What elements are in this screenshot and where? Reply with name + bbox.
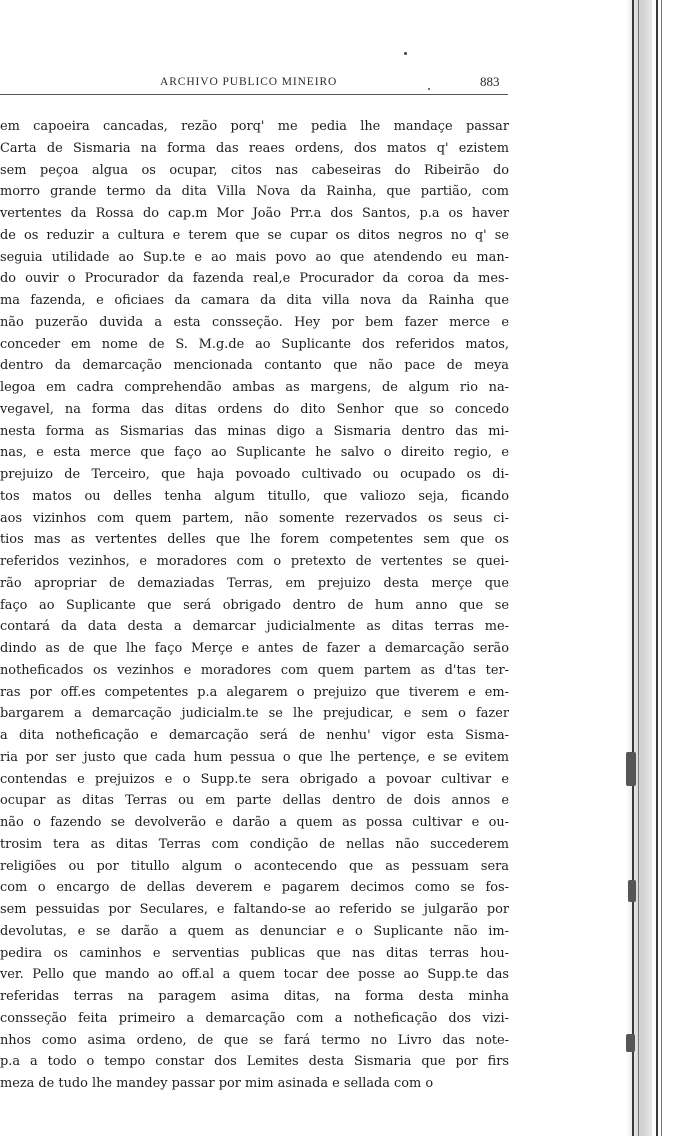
text-line: a dita notheficação e demarcação será de nenhu' vigor esta Sisma- bbox=[0, 728, 509, 743]
text-line: trosim tera as ditas Terras com condição de nellas não succederem bbox=[0, 836, 509, 852]
header-speck bbox=[404, 52, 407, 55]
page-edge-shadow bbox=[626, 0, 652, 1136]
text-line: dindo as de que lhe faço Merçe e antes de fazer a demarcação serão bbox=[0, 641, 509, 656]
text-line: nesta forma as Sismarias das minas digo a Sismaria dentro das mi- bbox=[0, 423, 509, 439]
text-line: conceder em nome de S. M.g.de ao Suplicante dos referidos matos, bbox=[0, 336, 509, 352]
text-line: de os reduzir a cultura e terem que se cupar os ditos negros no q' se bbox=[0, 227, 509, 243]
page-edge-line bbox=[656, 0, 658, 1136]
page-number: 883 bbox=[480, 74, 500, 89]
text-line: bargarem a demarcação judicialm.te se lhe prejudicar, e sem o fazer bbox=[0, 706, 509, 722]
text-line: meza de tudo lhe mandey passar por mim asinada e sellada com o bbox=[0, 1076, 434, 1091]
text-line: dentro da demarcação mencionada contanto que não pace de meya bbox=[0, 358, 509, 374]
text-line: nhos como asima ordeno, de que se fará termo no Livro das note- bbox=[0, 1032, 509, 1048]
text-line: ria por ser justo que cada hum pessua o que lhe pertençe, e se evitem bbox=[0, 749, 509, 765]
page-edge-line bbox=[638, 0, 639, 1136]
text-line: Carta de Sismaria na forma das reaes ordens, dos matos q' ezistem bbox=[0, 140, 509, 156]
text-line: com o encargo de dellas deverem e pagarem decimos como se fos- bbox=[0, 880, 509, 896]
text-line: seguia utilidade ao Sup.te e ao mais povo ao que atendendo eu man- bbox=[0, 249, 509, 265]
scan-smudge bbox=[626, 752, 636, 786]
text-line: religiões ou por titullo algum o acontecendo que as pessuam sera bbox=[0, 858, 509, 874]
text-line: sem peçoa algua os ocupar, citos nas cabeseiras do Ribeirão do bbox=[0, 162, 509, 178]
scan-smudge bbox=[628, 880, 636, 902]
text-line: vertentes da Rossa do cap.m Mor João Prr.a dos Santos, p.a os haver bbox=[0, 206, 509, 221]
header-speck bbox=[428, 88, 430, 90]
body-text bbox=[0, 116, 509, 1116]
text-line: aos vizinhos com quem partem, não somente rezervados os seus ci- bbox=[0, 510, 509, 526]
text-line: vegavel, na forma das ditas ordens do dito Senhor que so concedo bbox=[0, 401, 509, 417]
text-line: legoa em cadra comprehendão ambas as margens, de algum rio na- bbox=[0, 380, 509, 395]
text-line: devolutas, e se darão a quem as denunciar e o Suplicante não im- bbox=[0, 923, 509, 939]
text-line: p.a a todo o tempo constar dos Lemites desta Sismaria que por firs bbox=[0, 1054, 509, 1070]
text-line: ocupar as ditas Terras ou em parte dellas dentro de dois annos e bbox=[0, 793, 509, 809]
text-line: não puzerão duvida a esta consseção. Hey por bem fazer merce e bbox=[0, 314, 509, 330]
text-line: referidos vezinhos, e moradores com o pretexto de vertentes se quei- bbox=[0, 554, 509, 569]
text-line: rão apropriar de demaziadas Terras, em prejuizo desta merçe que bbox=[0, 575, 509, 591]
text-line: ras por off.es competentes p.a alegarem o prejuizo que tiverem e em- bbox=[0, 684, 509, 700]
page-header bbox=[0, 66, 510, 96]
text-line: tos matos ou delles tenha algum titullo, que valiozo seja, ficando bbox=[0, 488, 509, 504]
text-line: notheficados os vezinhos e moradores com quem partem as d'tas ter- bbox=[0, 662, 509, 678]
text-line: prejuizo de Terceiro, que haja povoado cultivado ou ocupado os di- bbox=[0, 467, 509, 482]
text-line: consseção feita primeiro a demarcação com a notheficação dos vizi- bbox=[0, 1010, 509, 1026]
text-line: em capoeira cancadas, rezão porq' me pedia lhe mandaçe passar bbox=[0, 119, 509, 134]
text-line: contará da data desta a demarcar judicialmente as ditas terras me- bbox=[0, 619, 509, 635]
text-line: referidas terras na paragem asima ditas, na forma desta minha bbox=[0, 989, 509, 1004]
text-line: ver. Pello que mando ao off.al a quem tocar dee posse ao Supp.te das bbox=[0, 967, 509, 983]
page-edge-line bbox=[632, 0, 634, 1136]
text-line: sem pessuidas por Seculares, e faltando-se ao referido se julgarão por bbox=[0, 902, 509, 917]
text-line: ma fazenda, e oficiaes da camara da dita villa nova da Rainha que bbox=[0, 293, 509, 308]
text-line: morro grande termo da dita Villa Nova da Rainha, que partião, com bbox=[0, 184, 509, 200]
header-rule bbox=[0, 94, 508, 95]
text-line: faço ao Suplicante que será obrigado dentro de hum anno que se bbox=[0, 597, 509, 613]
scan-smudge bbox=[626, 1034, 635, 1052]
text-line: não o fazendo se devolverão e darão a quem as possa cultivar e ou- bbox=[0, 815, 509, 830]
text-line: contendas e prejuizos e o Supp.te sera obrigado a povoar cultivar e bbox=[0, 771, 509, 787]
text-line: pedira os caminhos e serventias publicas que nas ditas terras hou- bbox=[0, 945, 509, 961]
text-line: do ouvir o Procurador da fazenda real,e Procurador da coroa da mes- bbox=[0, 271, 509, 287]
text-line: tios mas as vertentes delles que lhe forem competentes sem que os bbox=[0, 532, 509, 548]
text-line: nas, e esta merce que faço ao Suplicante he salvo o direito regio, e bbox=[0, 445, 509, 461]
running-title: ARCHIVO PUBLICO MINEIRO bbox=[160, 76, 338, 88]
binding-gutter bbox=[626, 0, 676, 1136]
page-edge-line bbox=[661, 0, 662, 1136]
